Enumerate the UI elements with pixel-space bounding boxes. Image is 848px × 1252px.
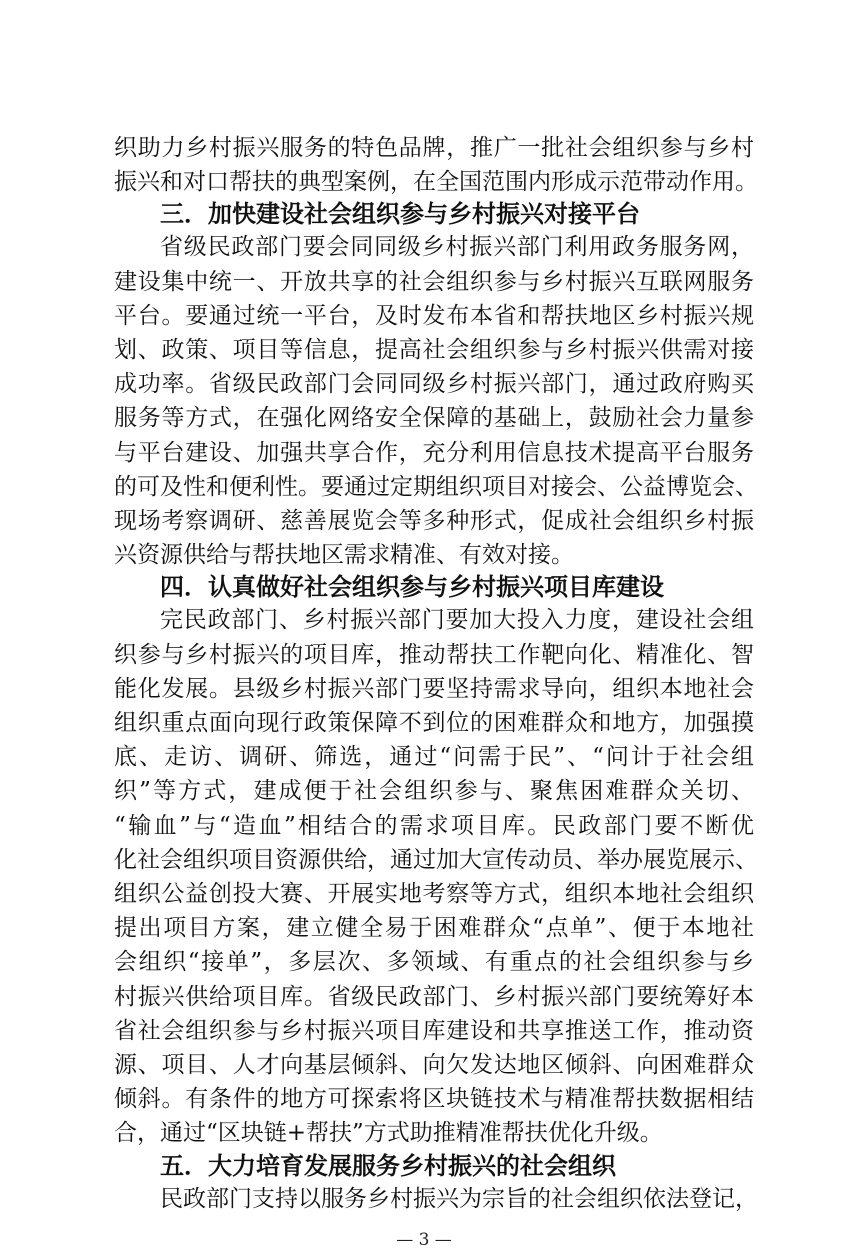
page-number: — 3 — bbox=[396, 1229, 452, 1250]
section-heading-5: 五．大力培育发展服务乡村振兴的社会组织 bbox=[160, 1151, 616, 1180]
text-line: 源、项目、人才向基层倾斜、向欠发达地区倾斜、向困难群众 bbox=[114, 1052, 754, 1078]
text-line: 建设集中统一、开放共享的社会组织参与乡村振兴互联网服务 bbox=[114, 268, 754, 295]
text-line: 化社会组织项目资源供给，通过加大宣传动员、举办展览展示、 bbox=[114, 846, 758, 873]
text-line: 现场考察调研、慈善展览会等多种形式，促成社会组织乡村振 bbox=[114, 508, 754, 534]
text-line: 提出项目方案，建立健全易于困难群众“点单”、便于本地社 bbox=[114, 915, 754, 942]
text-line: 成功率。省级民政部门会同同级乡村振兴部门，通过政府购买 bbox=[114, 371, 754, 398]
text-line: 兴资源供给与帮扶地区需求精准、有效对接。 bbox=[114, 542, 574, 569]
text-line: 底、走访、调研、筛选，通过“问需于民”、“问计于社会组 bbox=[114, 744, 754, 771]
text-line: 能化发展。县级乡村振兴部门要坚持需求导向，组织本地社会 bbox=[114, 675, 754, 702]
text-line: 的可及性和便利性。要通过定期组织项目对接会、公益博览会、 bbox=[114, 473, 758, 500]
text-line: 织参与乡村振兴的项目库，推动帮扶工作靶向化、精准化、智 bbox=[114, 641, 754, 668]
text-line: 村振兴供给项目库。省级民政部门、乡村振兴部门要统筹好本 bbox=[114, 983, 754, 1010]
text-line: 省级民政部门要会同同级乡村振兴部门利用政务服务网， bbox=[160, 234, 754, 261]
text-line: 组织重点面向现行政策保障不到位的困难群众和地方，加强摸 bbox=[114, 710, 754, 736]
text-line: 民政部门支持以服务乡村振兴为宗旨的社会组织依法登记， bbox=[160, 1185, 758, 1212]
text-line: 平台。要通过统一平台，及时发布本省和帮扶地区乡村振兴规 bbox=[114, 302, 754, 329]
text-line: 组织公益创投大赛、开展实地考察等方式，组织本地社会组织 bbox=[114, 881, 754, 907]
text-line: 合，通过“区块链+帮扶”方式助推精准帮扶优化升级。 bbox=[114, 1120, 663, 1147]
text-line: 完民政部门、乡村振兴部门要加大投入力度，建设社会组 bbox=[160, 607, 754, 634]
text-line: 与平台建设、加强共享合作，充分利用信息技术提高平台服务 bbox=[114, 439, 754, 466]
section-heading-4: 四．认真做好社会组织参与乡村振兴项目库建设 bbox=[160, 573, 664, 602]
text-line: 省社会组织参与乡村振兴项目库建设和共享推送工作，推动资 bbox=[114, 1017, 754, 1044]
text-line: 会组织“接单”，多层次、多领域、有重点的社会组织参与乡 bbox=[114, 949, 754, 976]
text-line: 服务等方式，在强化网络安全保障的基础上，鼓励社会力量参 bbox=[114, 405, 754, 432]
text-line: 倾斜。有条件的地方可探索将区块链技术与精准帮扶数据相结 bbox=[114, 1086, 754, 1113]
section-heading-3: 三．加快建设社会组织参与乡村振兴对接平台 bbox=[160, 200, 640, 229]
text-line: 织助力乡村振兴服务的特色品牌，推广一批社会组织参与乡村 bbox=[114, 135, 754, 161]
text-line: 振兴和对口帮扶的典型案例，在全国范围内形成示范带动作用。 bbox=[114, 169, 758, 196]
text-line: 划、政策、项目等信息，提高社会组织参与乡村振兴供需对接 bbox=[114, 337, 754, 363]
text-line: 织”等方式，建成便于社会组织参与、聚焦困难群众关切、 bbox=[114, 778, 754, 805]
text-line: “输血”与“造血”相结合的需求项目库。民政部门要不断优 bbox=[114, 812, 754, 839]
